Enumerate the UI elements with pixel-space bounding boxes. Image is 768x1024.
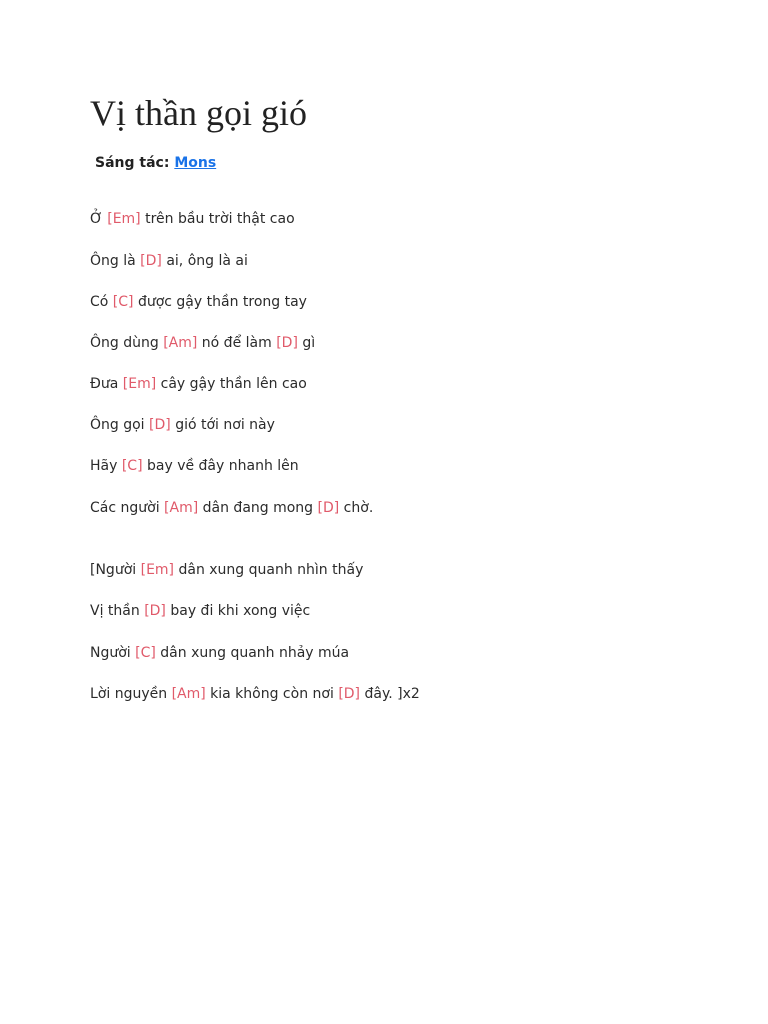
lyric-text: Ông là (90, 253, 141, 269)
lyric-text: gió tới nơi này (170, 417, 275, 433)
chord-label: [Em] (107, 211, 141, 227)
lyric-text: bay đi khi xong việc (165, 603, 311, 619)
chord-label: [D] (338, 686, 361, 702)
lyric-text: trên bầu trời thật cao (140, 211, 295, 227)
lyric-text: Ông gọi (90, 417, 150, 433)
chord-label: [D] (276, 335, 298, 351)
lyric-text: Hãy (90, 458, 122, 474)
chorus-line (90, 645, 349, 661)
verse-line (90, 376, 307, 392)
lyric-text: Đưa (90, 376, 123, 392)
chord-label: [C] (112, 294, 134, 310)
lyric-text: dân xung quanh nhảy múa (155, 645, 350, 661)
verse-line (90, 417, 275, 433)
chorus-line (90, 603, 310, 619)
lyric-text: dân xung quanh nhìn thấy (174, 562, 364, 578)
lyric-text: được gậy thần trong tay (133, 294, 307, 310)
verse-line (90, 458, 299, 474)
lyric-text: Có (90, 294, 113, 310)
chord-label: [Am] (163, 335, 198, 351)
lyric-text: kia không còn nơi (205, 686, 339, 702)
lyric-text: Vị thần (90, 603, 145, 619)
song-title: Vị thần gọi gió (90, 93, 307, 133)
lyric-text: nó để làm (197, 335, 277, 351)
lyric-text: ai, ông là ai (161, 253, 248, 269)
lyric-text: dân đang mong (198, 500, 318, 516)
verse-line (90, 294, 307, 310)
chord-label: [Em] (140, 562, 175, 578)
lyric-text: bay về đây nhanh lên (142, 458, 299, 474)
lyric-text: [Người (90, 562, 141, 578)
lyric-text: Người (90, 645, 136, 661)
chorus-line (90, 686, 420, 702)
lyric-text: đây. ]x2 (360, 686, 420, 702)
lyric-text: Ông dùng (90, 335, 164, 351)
lyric-text: gì (297, 335, 316, 351)
verse-line (90, 335, 315, 351)
lyric-text: cây gậy thần lên cao (156, 376, 307, 392)
chord-label: [D] (140, 253, 162, 269)
chord-label: [D] (317, 500, 340, 516)
chord-label: [C] (135, 645, 156, 661)
lyric-text: Ở (90, 211, 108, 227)
verse-line (90, 211, 295, 227)
composer-link[interactable]: Mons (174, 155, 217, 171)
lyric-text: Các người (90, 500, 165, 516)
chord-label: [D] (149, 417, 171, 433)
chord-label: [Em] (122, 376, 157, 392)
verse-line (90, 500, 373, 516)
lyric-text: Lời nguyền (90, 686, 172, 702)
chorus-line (90, 562, 363, 578)
composer-line (95, 155, 216, 171)
lyric-text: chờ. (339, 500, 374, 516)
chord-label: [D] (144, 603, 166, 619)
composer-label: Sáng tác: (95, 155, 170, 171)
chord-label: [Am] (171, 686, 206, 702)
chord-label: [Am] (164, 500, 199, 516)
chord-label: [C] (121, 458, 143, 474)
verse-line (90, 253, 248, 269)
